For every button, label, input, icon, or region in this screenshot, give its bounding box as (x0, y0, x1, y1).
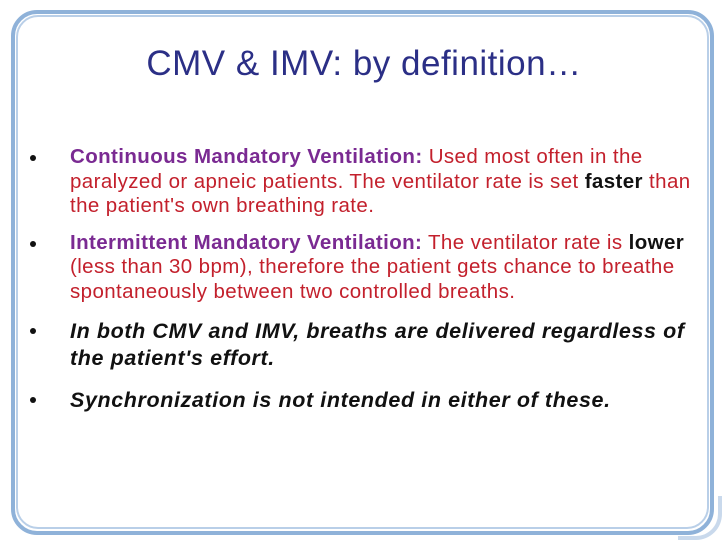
cmv-emphasis: faster (584, 169, 643, 193)
bullet-list (30, 145, 700, 414)
imv-text-after: (less than 30 bpm), therefore the patient gets chance to breathe spontaneously between two controlled breaths. (70, 255, 675, 303)
term-cmv: Continuous Mandatory Ventilation: (70, 145, 423, 168)
bullet-dot-icon (30, 397, 36, 403)
imv-text-before: The ventilator rate is (422, 230, 629, 254)
bullet-dot-icon (30, 328, 36, 334)
slide-frame-corner (678, 496, 722, 540)
bullet-item-imv (30, 231, 700, 305)
bullet-item-both (30, 318, 700, 371)
bullet-dot-icon (30, 155, 36, 161)
note-synchronization: Synchronization is not intended in either of these. (70, 388, 611, 412)
imv-emphasis: lower (628, 230, 685, 254)
bullet-dot-icon (30, 241, 36, 247)
cmv-text-before: Used most often in the paralyzed or apneic patients. The ventilator rate is set (70, 145, 643, 193)
bullet-item-sync (30, 387, 700, 414)
cmv-text-after: than the patient's own breathing rate. (70, 169, 691, 217)
bullet-item-cmv (30, 145, 700, 219)
slide-title: CMV & IMV: by definition… (146, 44, 582, 83)
note-both-delivered: In both CMV and IMV, breaths are delivered regardless of the patient's effort. (70, 319, 685, 370)
term-imv: Intermittent Mandatory Ventilation: (70, 230, 423, 254)
